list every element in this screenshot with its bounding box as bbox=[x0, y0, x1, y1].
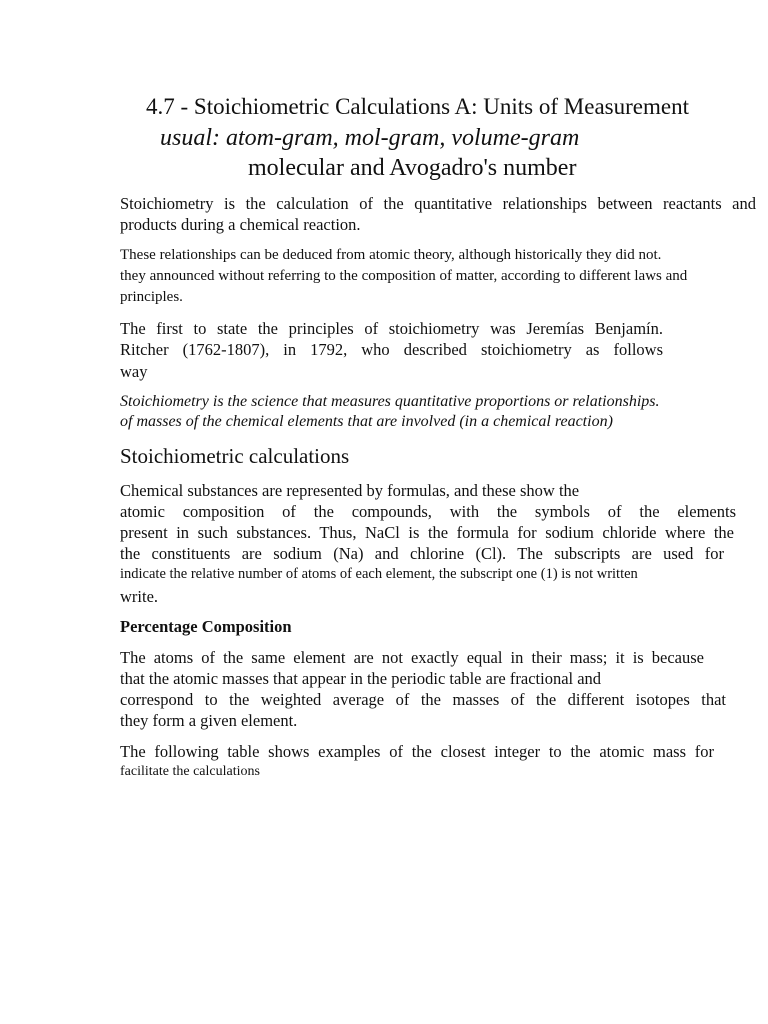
paragraph-line: indicate the relative number of atoms of each element, the subscript one (1) is not written bbox=[120, 566, 638, 582]
document-subtitle-2: molecular and Avogadro's number bbox=[248, 155, 577, 181]
paragraph-line: present in such substances. Thus, NaCl is the formula for sodium chloride where the bbox=[120, 523, 734, 542]
paragraph-line: atomic composition of the compounds, with the symbols of the elements bbox=[120, 502, 736, 521]
document-subtitle: usual: atom-gram, mol-gram, volume-gram bbox=[160, 125, 580, 151]
paragraph-line: Stoichiometry is the calculation of the quantitative relationships between reactants and bbox=[120, 194, 756, 213]
paragraph-line: the constituents are sodium (Na) and chlorine (Cl). The subscripts are used for bbox=[120, 544, 724, 563]
paragraph-line: they announced without referring to the composition of matter, according to different laws and bbox=[120, 268, 688, 284]
paragraph-line: Ritcher (1762-1807), in 1792, who described stoichiometry as follows bbox=[120, 340, 663, 359]
subheading: Percentage Composition bbox=[120, 617, 292, 636]
paragraph-line: The first to state the principles of stoichiometry was Jeremías Benjamín. bbox=[120, 319, 663, 338]
section-heading: Stoichiometric calculations bbox=[120, 444, 350, 468]
paragraph-line: Chemical substances are represented by formulas, and these show the bbox=[120, 481, 580, 500]
paragraph-line: These relationships can be deduced from atomic theory, although historically they did not. bbox=[120, 247, 662, 263]
paragraph-line: write. bbox=[120, 587, 159, 606]
paragraph-line: correspond to the weighted average of the masses of the different isotopes that bbox=[120, 690, 726, 709]
paragraph-line: The atoms of the same element are not exactly equal in their mass; it is because bbox=[120, 648, 704, 667]
paragraph-line: products during a chemical reaction. bbox=[120, 215, 361, 234]
paragraph-line: way bbox=[120, 362, 148, 381]
paragraph-line: that the atomic masses that appear in the periodic table are fractional and bbox=[120, 669, 602, 688]
quote-line: Stoichiometry is the science that measures quantitative proportions or relationships. bbox=[120, 393, 660, 410]
quote-line: of masses of the chemical elements that are involved (in a chemical reaction) bbox=[120, 413, 613, 430]
paragraph-line: principles. bbox=[120, 289, 183, 305]
document-title: 4.7 - Stoichiometric Calculations A: Units of Measurement bbox=[146, 94, 689, 119]
paragraph-line: they form a given element. bbox=[120, 711, 298, 730]
paragraph-line: facilitate the calculations bbox=[120, 764, 260, 779]
paragraph-line: The following table shows examples of the closest integer to the atomic mass for bbox=[120, 742, 714, 761]
